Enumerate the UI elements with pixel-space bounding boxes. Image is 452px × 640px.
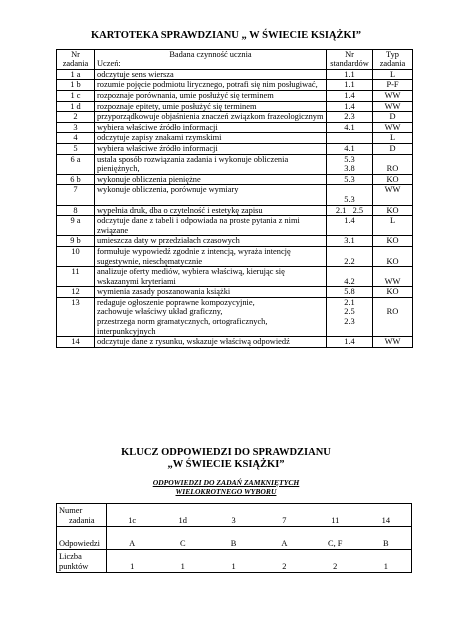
row-standard: 4.1 — [327, 122, 373, 133]
row-skill: odczytuje sens wiersza — [95, 69, 327, 80]
row-standard: 3.1 — [327, 236, 373, 247]
row-type: WW — [373, 122, 413, 133]
row-nr: 10 — [57, 246, 95, 266]
header-typ-zadania — [373, 50, 413, 70]
row-type: WW — [373, 337, 413, 348]
klucz-label-odpowiedzi: Odpowiedzi — [57, 527, 107, 550]
klucz-points: 2 — [259, 550, 310, 573]
klucz-label-punkty — [57, 550, 107, 573]
row-standard: 1.1 — [327, 80, 373, 91]
row-skill: wybiera właściwe źródło informacji — [95, 143, 327, 154]
row-nr: 4 — [57, 133, 95, 144]
klucz-subtitle — [0, 478, 452, 496]
klucz-row-answers — [57, 527, 412, 550]
klucz-title-line1: KLUCZ ODPOWIEDZI DO SPRAWDZIANU — [121, 447, 331, 458]
header-skill-line1: Badana czynność ucznia — [169, 50, 252, 59]
row-type: L — [373, 216, 413, 236]
row-skill: odczytuje dane z rysunku, wskazuje właściwą odpowiedź — [95, 337, 327, 348]
row-standard: 2.1 2.5 — [327, 205, 373, 216]
row-standard: 2.3 — [327, 112, 373, 123]
row-type: RO — [373, 297, 413, 336]
header-nr-line2: zadania — [62, 59, 89, 69]
row-nr: 7 — [57, 185, 95, 205]
row-nr: 1 c — [57, 91, 95, 102]
kartoteka-row — [57, 185, 413, 205]
kartoteka-row — [57, 91, 413, 102]
header-nr-zadania — [57, 50, 95, 70]
kartoteka-row — [57, 297, 413, 336]
row-standard: 1.4 — [327, 101, 373, 112]
row-skill: ustala sposób rozwiązania zadania i wykonuje obliczenia pieniężnych, — [95, 154, 327, 174]
header-skill-line2: Uczeń: — [97, 59, 121, 69]
row-skill: rozumie pojęcie podmiotu lirycznego, potrafi się nim posługiwać, — [95, 80, 327, 91]
kartoteka-row — [57, 174, 413, 185]
row-skill: wykonuje obliczenia pieniężne — [95, 174, 327, 185]
row-standard: 2.2 — [327, 246, 373, 266]
kartoteka-row — [57, 337, 413, 348]
row-type: L — [373, 133, 413, 144]
header-std-line1: Nr — [345, 50, 354, 59]
label-pkt-line2: punktów — [59, 562, 89, 572]
row-nr: 14 — [57, 337, 95, 348]
row-skill: przyporządkowuje objaśnienia znaczeń związkom frazeologicznym — [95, 112, 327, 123]
row-standard — [327, 133, 373, 144]
klucz-answer: C — [157, 527, 208, 550]
row-nr: 1 d — [57, 101, 95, 112]
row-standard: 4.1 — [327, 143, 373, 154]
row-skill: odczytuje dane z tabeli i odpowiada na proste pytania z nimi związane — [95, 216, 327, 236]
klucz-table — [56, 503, 412, 573]
header-std-line2: standardów — [330, 59, 369, 69]
row-type: RO — [373, 154, 413, 174]
row-standard: 5.8 — [327, 287, 373, 298]
row-type: WW — [373, 101, 413, 112]
klucz-subtitle-line2: WIELOKROTNEGO WYBORU — [175, 487, 277, 496]
klucz-answer: C, F — [310, 527, 361, 550]
kartoteka-row — [57, 80, 413, 91]
row-skill: wybiera właściwe źródło informacji — [95, 122, 327, 133]
header-badana-czynnosc — [95, 50, 327, 70]
row-nr: 12 — [57, 287, 95, 298]
kartoteka-table — [56, 49, 413, 348]
row-skill: wykonuje obliczenia, porównuje wymiary — [95, 185, 327, 205]
row-skill: odczytuje zapisy znakami rzymskimi — [95, 133, 327, 144]
row-skill: redaguje ogłoszenie poprawne kompozycyjnie, zachowuje właściwy układ graficzny, przestrzega norm gramatycznych, ortograficznych, interpunkcyjnych — [95, 297, 327, 336]
klucz-answer: A — [107, 527, 158, 550]
label-pkt-line1: Liczba — [59, 552, 82, 562]
row-skill: umieszcza daty w przedziałach czasowych — [95, 236, 327, 247]
klucz-points: 1 — [208, 550, 259, 573]
row-skill: wypełnia druk, dba o czytelność i estetykę zapisu — [95, 205, 327, 216]
row-standard: 1.4 — [327, 216, 373, 236]
row-nr: 1 b — [57, 80, 95, 91]
row-skill: analizuje oferty mediów, wybiera właściwą, kierując się wskazanymi kryteriami — [95, 267, 327, 287]
klucz-answer: A — [259, 527, 310, 550]
row-nr: 9 a — [57, 216, 95, 236]
kartoteka-row — [57, 112, 413, 123]
label-numer-line1: Numer — [59, 506, 83, 516]
kartoteka-row — [57, 101, 413, 112]
row-type: WW — [373, 267, 413, 287]
row-type: KO — [373, 174, 413, 185]
row-standard: 5.3 — [327, 174, 373, 185]
header-type-line1: Typ — [386, 50, 399, 59]
kartoteka-row — [57, 267, 413, 287]
klucz-answer: B — [208, 527, 259, 550]
klucz-subtitle-line1: ODPOWIEDZI DO ZADAŃ ZAMKNIĘTYCH — [152, 478, 300, 487]
kartoteka-header-row — [57, 50, 413, 70]
header-type-line2: zadania — [379, 59, 406, 69]
row-standard: 5.3 3.8 — [327, 154, 373, 174]
klucz-task: 14 — [361, 504, 412, 527]
klucz-task: 1c — [107, 504, 158, 527]
kartoteka-row — [57, 133, 413, 144]
klucz-title-line2: „W ŚWIECIE KSIĄŻKI” — [167, 459, 285, 470]
row-nr: 1 a — [57, 69, 95, 80]
klucz-task: 11 — [310, 504, 361, 527]
klucz-points: 1 — [361, 550, 412, 573]
row-nr: 11 — [57, 267, 95, 287]
row-nr: 9 b — [57, 236, 95, 247]
klucz-label-numer — [57, 504, 107, 527]
kartoteka-row — [57, 246, 413, 266]
row-nr: 2 — [57, 112, 95, 123]
kartoteka-row — [57, 143, 413, 154]
header-nr-standardow — [327, 50, 373, 70]
kartoteka-row — [57, 287, 413, 298]
row-type: L — [373, 69, 413, 80]
klucz-points: 1 — [157, 550, 208, 573]
row-type: WW — [373, 185, 413, 205]
row-nr: 6 b — [57, 174, 95, 185]
row-skill: wymienia zasady poszanowania książki — [95, 287, 327, 298]
klucz-points: 2 — [310, 550, 361, 573]
kartoteka-body — [57, 69, 413, 347]
klucz-task: 7 — [259, 504, 310, 527]
kartoteka-row — [57, 216, 413, 236]
klucz-row-points — [57, 550, 412, 573]
row-standard: 4.2 — [327, 267, 373, 287]
row-nr: 6 a — [57, 154, 95, 174]
row-type: D — [373, 143, 413, 154]
row-standard: 1.4 — [327, 91, 373, 102]
row-nr: 8 — [57, 205, 95, 216]
klucz-task: 1d — [157, 504, 208, 527]
row-type: P-F — [373, 80, 413, 91]
row-type: WW — [373, 91, 413, 102]
kartoteka-row — [57, 122, 413, 133]
kartoteka-row — [57, 69, 413, 80]
row-standard: 1.1 — [327, 69, 373, 80]
row-nr: 5 — [57, 143, 95, 154]
klucz-title — [0, 447, 452, 471]
row-nr: 3 — [57, 122, 95, 133]
kartoteka-row — [57, 154, 413, 174]
label-numer-line2: zadania — [69, 516, 95, 526]
klucz-answer: B — [361, 527, 412, 550]
row-standard: 1.4 — [327, 337, 373, 348]
row-skill: formułuje wypowiedź zgodnie z intencją, wyraża intencję sugestywnie, nieschęmatycznie — [95, 246, 327, 266]
row-type: D — [373, 112, 413, 123]
row-type: KO — [373, 246, 413, 266]
row-skill: rozpoznaje porównania, umie posłużyć się terminem — [95, 91, 327, 102]
row-standard: 5.3 — [327, 185, 373, 205]
row-skill: rozpoznaje epitety, umie posłużyć się terminem — [95, 101, 327, 112]
kartoteka-title: KARTOTEKA SPRAWDZIANU „ W ŚWIECIE KSIĄŻKI” — [90, 30, 362, 41]
kartoteka-row — [57, 205, 413, 216]
row-type: KO — [373, 205, 413, 216]
header-nr-line1: Nr — [71, 50, 80, 59]
klucz-points: 1 — [107, 550, 158, 573]
klucz-row-tasks — [57, 504, 412, 527]
row-type: KO — [373, 287, 413, 298]
row-standard: 2.1 2.5 2.3 — [327, 297, 373, 336]
kartoteka-row — [57, 236, 413, 247]
row-type: KO — [373, 236, 413, 247]
row-nr: 13 — [57, 297, 95, 336]
klucz-task: 3 — [208, 504, 259, 527]
